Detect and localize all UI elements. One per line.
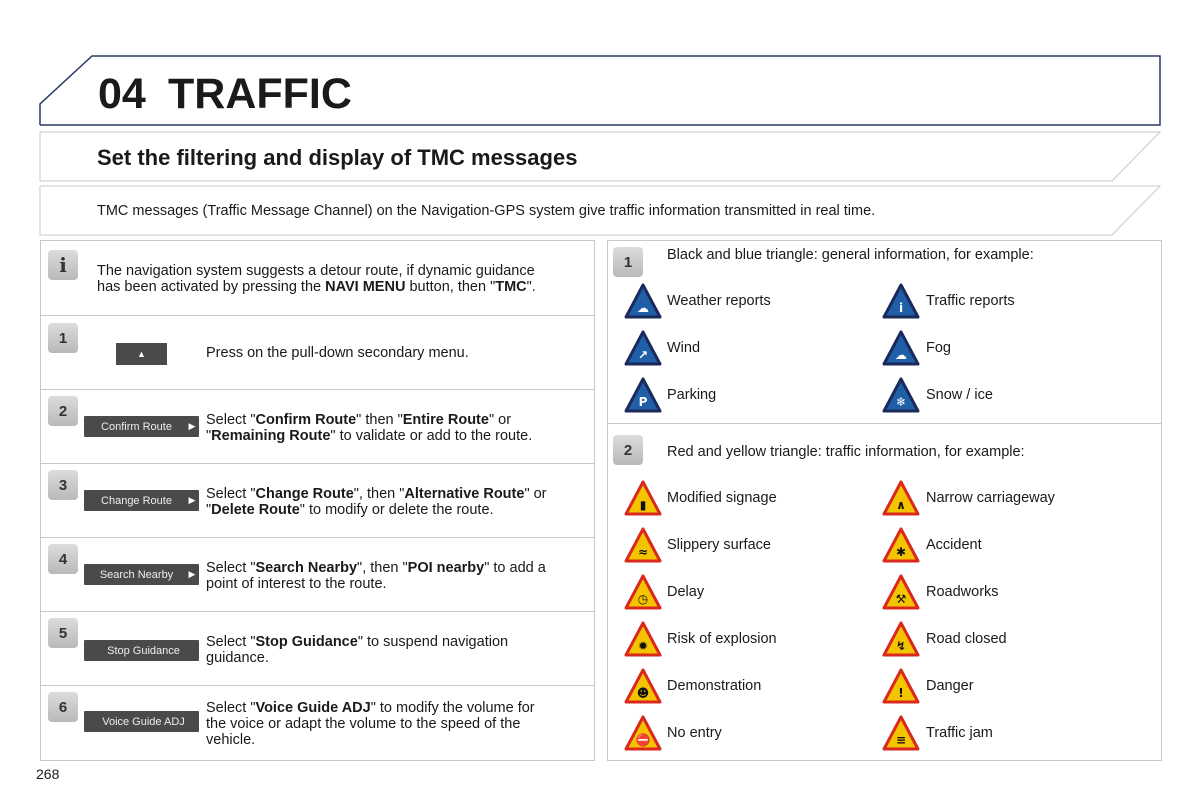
step-number-4: 4: [48, 544, 78, 574]
svg-text:☁: ☁: [895, 348, 907, 362]
step-number-5: 5: [48, 618, 78, 648]
intro-text: TMC messages (Traffic Message Channel) on the Navigation-GPS system give traffic information transmitted in real time.: [97, 203, 876, 219]
svg-text:P: P: [638, 395, 648, 409]
step-number-1: 1: [48, 323, 78, 353]
svg-text:≡: ≡: [895, 733, 907, 747]
red-sign-label: No entry: [667, 725, 722, 741]
page-number: 268: [36, 766, 60, 782]
info-icon: i: [48, 250, 78, 280]
svg-text:☁: ☁: [637, 301, 649, 315]
blue-sign-label: Parking: [667, 387, 717, 403]
svg-text:☻: ☻: [636, 686, 650, 700]
svg-text:⛔: ⛔: [635, 733, 651, 747]
step-3-text: Select "Change Route", then "Alternative Route" or "Delete Route" to modify or delete the route.: [206, 486, 547, 518]
step-number-3: 3: [48, 470, 78, 500]
svg-text:▮: ▮: [639, 498, 647, 512]
blue-sign-label: Traffic reports: [926, 293, 1015, 309]
section-divider: [608, 423, 1161, 424]
blue-sign-label: Weather reports: [667, 293, 771, 309]
traffic-report-sign-icon: [882, 283, 920, 319]
explosion-sign-icon: [624, 621, 662, 657]
weather-report-sign-icon: [624, 283, 662, 319]
step-number-6: 6: [48, 692, 78, 722]
svg-text:∧: ∧: [896, 498, 906, 512]
svg-text:✹: ✹: [637, 639, 649, 653]
row-divider: [41, 685, 594, 686]
red-sign-label: Danger: [926, 678, 974, 694]
red-sign-label: Modified signage: [667, 490, 777, 506]
chapter-number: 04: [98, 70, 146, 118]
svg-text:✱: ✱: [895, 545, 907, 559]
road-closed-sign-icon: [882, 621, 920, 657]
blue-section-number: 1: [613, 247, 643, 277]
step-2-text: Select "Confirm Route" then "Entire Route" or "Remaining Route" to validate or add to the route.: [206, 412, 533, 444]
accident-sign-icon: [882, 527, 920, 563]
narrow-carriageway-sign-icon: [882, 480, 920, 516]
roadworks-sign-icon: [882, 574, 920, 610]
red-sign-label: Slippery surface: [667, 537, 771, 553]
svg-text:↗: ↗: [637, 348, 649, 362]
svg-text:⚒: ⚒: [895, 592, 907, 606]
row-divider: [41, 389, 594, 390]
play-arrow-icon: ▶: [188, 569, 196, 579]
svg-text:❄: ❄: [895, 395, 907, 409]
parking-sign-icon: [624, 377, 662, 413]
step-number-2: 2: [48, 396, 78, 426]
demonstration-sign-icon: [624, 668, 662, 704]
red-sign-label: Risk of explosion: [667, 631, 777, 647]
svg-text:◷: ◷: [637, 592, 649, 606]
info-note: The navigation system suggests a detour route, if dynamic guidance has been activated by pressing the NAVI MENU button, then "TMC".: [97, 263, 536, 295]
red-section-number: 2: [613, 435, 643, 465]
blue-section-heading: Black and blue triangle: general information, for example:: [667, 247, 1034, 263]
voice-guide-adj-button: Voice Guide ADJ: [84, 711, 199, 732]
red-sign-label: Road closed: [926, 631, 1007, 647]
svg-text:!: !: [898, 686, 904, 700]
row-divider: [41, 537, 594, 538]
slippery-surface-sign-icon: [624, 527, 662, 563]
blue-sign-label: Snow / ice: [926, 387, 993, 403]
section-title: Set the filtering and display of TMC messages: [97, 145, 578, 170]
red-sign-label: Accident: [926, 537, 982, 553]
traffic-jam-sign-icon: [882, 715, 920, 751]
snow-ice-sign-icon: [882, 377, 920, 413]
stop-guidance-button: Stop Guidance: [84, 640, 199, 661]
step-4-text: Select "Search Nearby", then "POI nearby" to add a point of interest to the route.: [206, 560, 546, 592]
red-sign-label: Delay: [667, 584, 705, 600]
confirm-route-button: Confirm Route ▶: [84, 416, 199, 437]
row-divider: [41, 463, 594, 464]
wind-sign-icon: [624, 330, 662, 366]
svg-text:↯: ↯: [895, 639, 907, 653]
red-sign-label: Demonstration: [667, 678, 762, 694]
search-nearby-button: Search Nearby ▶: [84, 564, 199, 585]
red-sign-label: Narrow carriageway: [926, 490, 1055, 506]
no-entry-sign-icon: [624, 715, 662, 751]
blue-sign-label: Wind: [667, 340, 701, 356]
play-arrow-icon: ▶: [188, 495, 196, 505]
row-divider: [41, 315, 594, 316]
delay-sign-icon: [624, 574, 662, 610]
fog-sign-icon: [882, 330, 920, 366]
danger-sign-icon: [882, 668, 920, 704]
modified-signage-sign-icon: [624, 480, 662, 516]
chapter-title: TRAFFIC: [168, 70, 352, 118]
change-route-button: Change Route ▶: [84, 490, 199, 511]
red-sign-label: Traffic jam: [926, 725, 993, 741]
svg-text:≈: ≈: [637, 545, 649, 559]
step-6-text: Select "Voice Guide ADJ" to modify the volume for the voice or adapt the volume to the speed of the vehicle.: [206, 700, 535, 748]
row-divider: [41, 611, 594, 612]
pull-down-menu-button: ▲: [116, 343, 167, 365]
red-sign-label: Roadworks: [926, 584, 999, 600]
svg-text:i: i: [898, 301, 904, 315]
red-section-heading: Red and yellow triangle: traffic information, for example:: [667, 444, 1025, 460]
step-1-text: Press on the pull-down secondary menu.: [206, 345, 469, 361]
play-arrow-icon: ▶: [188, 421, 196, 431]
blue-sign-label: Fog: [926, 340, 951, 356]
step-5-text: Select "Stop Guidance" to suspend navigation guidance.: [206, 634, 509, 666]
